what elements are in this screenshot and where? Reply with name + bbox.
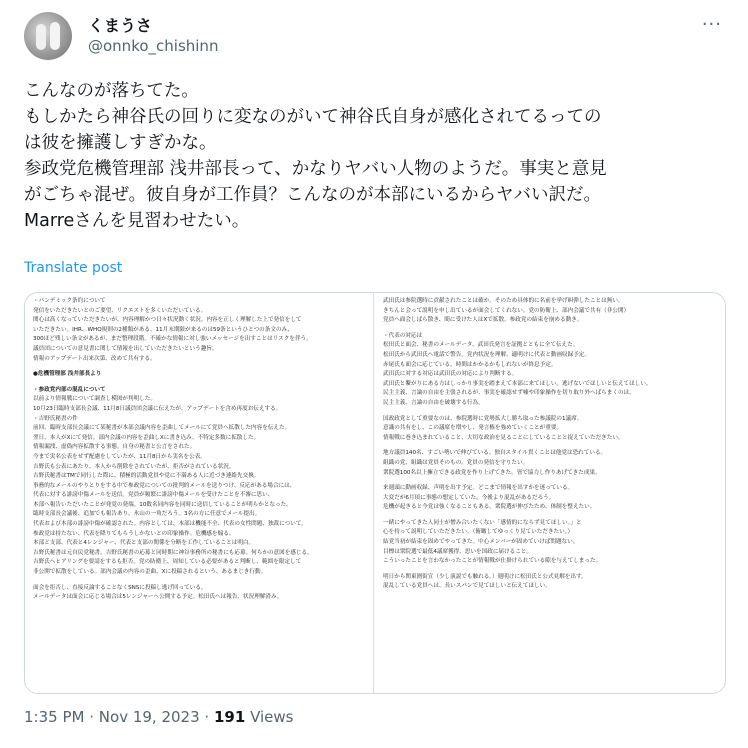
- document-line: 10月23日臨時支部長会議、11月8日議員団会議に伝えたが、アップデートを含め再度お伝えする。: [33, 405, 282, 412]
- document-line: 吉野氏秘書は元自民党秘書。吉野氏秘書の応募と同時期に神谷事務所の秘書にも応募。何らかの意図を感じる。: [33, 549, 313, 556]
- avatar-figure: [36, 24, 46, 50]
- document-page-right: [375, 293, 725, 693]
- document-line: ・代表の対応は: [383, 332, 423, 339]
- tweet-line: 参政党危機管理部 浅井部長って、かなりヤバい人物のようだ。事実と意見: [24, 159, 607, 179]
- document-line: 事務的なメールのやりとりをする中で参政党についての批判的メールを送りつけ、反応がある場合には、: [33, 482, 296, 489]
- document-line: 目標は衆院選で最低4議席獲得、思いを国政に届けること。: [383, 548, 532, 555]
- document-line: 武田氏は参院選時に貢献されたことは確か。そのため具体的に名前を挙げ糾弾したことは無い。: [383, 298, 624, 304]
- tweet-line: がごちゃ混ぜ。彼自身が工作員？こんなのが本部にいるからヤバい訳だ。: [24, 185, 601, 205]
- post-date[interactable]: Nov 19, 2023: [98, 708, 200, 726]
- document-line: こういったことを言わなかったことが情報戦が仕掛けられている隙を与えてしまった。: [383, 558, 602, 565]
- document-line: 松田氏と面会、秘書のメールデータ、武田氏発言を証拠とともに全て伝えた。: [383, 342, 579, 349]
- author-name[interactable]: くまうさ: [88, 16, 153, 35]
- document-line: 党員へ面会しばら散き、間に受けた人はXで拡散。参政党の結束を崩める動き。: [383, 317, 583, 324]
- document-line: ・参政党内部の混乱について: [33, 386, 106, 393]
- document-line: 吉野氏も公表にあたり、本人から削除をされていたが、拒否がされている状況。: [33, 463, 235, 470]
- document-line: いただきたい。IHR、WHO規則の2種類がある、11月末期限が来るのは59条というひとつの条文のみ、: [33, 326, 294, 333]
- document-line: 武田氏に対する対応は武田氏の対応により判断する。: [383, 371, 518, 378]
- document-page-left: [25, 293, 374, 693]
- tweet-header: [24, 10, 724, 62]
- document-line: 代表および本部の誹謗中傷が確認された。内容としては、本部は機能不全、代表の女性問題、独裁について。: [33, 521, 307, 528]
- document-line: 武田氏と繋がりにある方はしっかり事実を踏まえて本部に来てほしい。逃げないでほしいと伝えてほしい。: [383, 380, 652, 387]
- document-line: 翌日、本人がXにて発信。部内会議の内容を歪曲しXに書き込み。不特定多数に拡散した。: [33, 434, 260, 441]
- views-count: 191: [213, 708, 246, 726]
- document-line: 松田氏から武田氏へ電話で警告。党内状況を理解、適明けに代表と動画収録予定。: [383, 351, 590, 358]
- document-line: 衆院選100名以上擁立できる政党を作り上げてきた。皆で協力し作りあげてきた成果。: [383, 469, 601, 476]
- document-line: 非公開で拡散をしている。部内会議の内容の歪曲、Xに投稿されるという、あるまじき行動。: [33, 569, 267, 576]
- document-line: ・吉野氏秘書の件: [33, 415, 78, 422]
- document-line: 一緒にやってきた人同士が憎み合いたくない「感情的にならず見てほしい。」と: [383, 519, 582, 526]
- meta-separator: ·: [204, 708, 210, 726]
- document-line: 情報漏洩、虚偽内容拡散する事態。自身の秘書と公言をされた。: [33, 444, 196, 451]
- post-time[interactable]: 1:35 PM: [24, 708, 85, 726]
- translate-post-link[interactable]: Translate post: [24, 260, 123, 276]
- document-line: ・パンデミック条約について: [33, 298, 106, 304]
- tweet-line: もしかたら神谷氏の回りに変なのがいて神谷氏自身が感化されてるっての: [24, 107, 602, 127]
- document-line: 関心は高くなっていただきたいが、内容理解かつ日々状況動く状況。内容を正しく理解した上で発信をして: [33, 317, 302, 324]
- document-line: 意識の共有をし、この議席を増やし、発言権を強めていくことが重要。: [383, 425, 563, 432]
- document-line: 今まで実名公表をせず配慮をしていたが、11月8日から実名を公表。: [33, 453, 206, 460]
- document-line: 以前より情報戦について調査し模図が判明した。: [33, 396, 156, 403]
- more-horizontal-icon[interactable]: ···: [701, 14, 722, 35]
- document-line: 国政政党として重要なのは、参院選時に党勢拡大し勝ち取った参議院の1議席。: [383, 415, 583, 422]
- document-line: ●危機管理部 浅井部長より: [33, 371, 102, 378]
- meta-separator: ·: [89, 708, 95, 726]
- post-meta: [24, 708, 294, 726]
- document-line: 組織の党、組織は党員そのもの。党員の発信を守りたい。: [383, 459, 529, 466]
- document-line: 議員団についての意見書に関して情報を出していただきたいという趣旨。: [33, 345, 218, 352]
- document-line: 吉野氏秘書はTMで同行した際に、積極的活動党員や党に不満ある人に近づき連絡先交換。: [33, 473, 260, 480]
- document-line: 明日から関東圏街宣（少し演説でも触れる。）週明けに松田氏と公式見解を出す。: [383, 573, 587, 580]
- document-line: 赤尾氏も面会に応じている。時間はかかるかもしれないが終息予定。: [383, 361, 557, 368]
- document-line: 前回、臨時支部長会議にて某秘書が本部会議内容を歪曲してメールにて党員へ拡散した内容を伝えた。: [33, 425, 291, 432]
- document-line: 300ほど残しい条文があるが、まだ整理段階。不確かな情報に対し強いメッセージを出すことはリスクを伴う。: [33, 336, 312, 343]
- document-line: 心を持って説明していただきたい。（俯瞰してゆっくり見ていただきたい。）: [383, 529, 574, 536]
- document-line: 参政党は持たない、代表を降りてもらうしかないとの印象操作。危機感を煽る。: [33, 530, 235, 537]
- document-line: 地方議員140名、すごい勢いで伸びている。独自スタイル貫くことは他党は恐れている。: [383, 450, 607, 457]
- author-handle[interactable]: @onnko_chishinn: [88, 37, 219, 55]
- tweet-text: [24, 78, 724, 234]
- tweet-line: こんなのが落ちてた。: [24, 81, 199, 101]
- document-line: 面会を拒否し、直接反論することなくSNSに投稿し逃げ回っている。: [33, 584, 207, 591]
- document-line: 臨時支部長会議後、追加でも報告あり。氷山の一角だろう。3名の方に任意でメール提出。: [33, 511, 261, 518]
- document-line: 民主主義、言論の自由を主張されるが、事実を確認せず嘘や印象操作を切り取り外へばらまくのは、: [383, 390, 635, 397]
- document-line: 情報のアップデート出来次第、改めて共有する。: [33, 355, 156, 362]
- document-line: 大変だが6月頃に事態の想定していた。今後より混乱があるだろう。: [383, 494, 555, 501]
- document-line: 本部へ報告いただいたことが発覚の発端。10数名同内容を同時に送信していることが明らかとなった。: [33, 501, 292, 508]
- document-line: メールデータは面会に応じる場合は5レンジャーへ公開する予定。松田氏へは報告、状況理解済み。: [33, 594, 283, 601]
- attached-document-image[interactable]: [24, 292, 726, 694]
- tweet-line: は彼を擁護しすぎかな。: [24, 133, 217, 153]
- document-line: 本部と支部、代表と4レンジャー、代表と支部の関係を分断を工作していることは明白。: [33, 540, 255, 547]
- document-line: 吉野氏へヒアリングを要請をするも拒否。党の防衛上、周知している必要があると判断し、範囲を限定して: [33, 559, 302, 566]
- document-line: 発信をいただきたいとのご要望、リクエストを多くいただいている。: [33, 307, 207, 314]
- document-line: 情報戦に巻き込まれていること、大切な政治を見ることにしていることと捉えていただきたい。: [383, 434, 624, 441]
- document-line: 来週頭に動画収録、声明を出す予定。どこまで情報を出すかを迷っている。: [383, 485, 574, 492]
- document-line: 混乱している党員へは、長いスパンで見てほしいと伝えてほしい。: [383, 583, 551, 590]
- document-line: 代表に対する誹謗中傷メールを送信。党員が頻繁に誹謗中傷メールを受けたことを不審に思い、: [33, 492, 274, 499]
- avatar[interactable]: [24, 12, 72, 60]
- document-line: 結党当初が結束を固めてやってきた。中心メンバーが固めていけば問題ない。: [383, 539, 579, 546]
- document-line: 民主主義、言論の自由を破壊する行為。: [383, 399, 484, 406]
- views-label: Views: [250, 708, 294, 726]
- document-line: きちんと会って説明を申し出ているが面会してくれない。党の防衛上、部内会議で共有（非公開）: [383, 307, 630, 314]
- avatar-figure: [50, 22, 60, 50]
- tweet-line: Marreさんを見習わせたい。: [24, 211, 250, 231]
- document-line: 危機が起きると今党は強くなることもある。衆院選が伸びたため、体制を整えたい。: [383, 504, 596, 511]
